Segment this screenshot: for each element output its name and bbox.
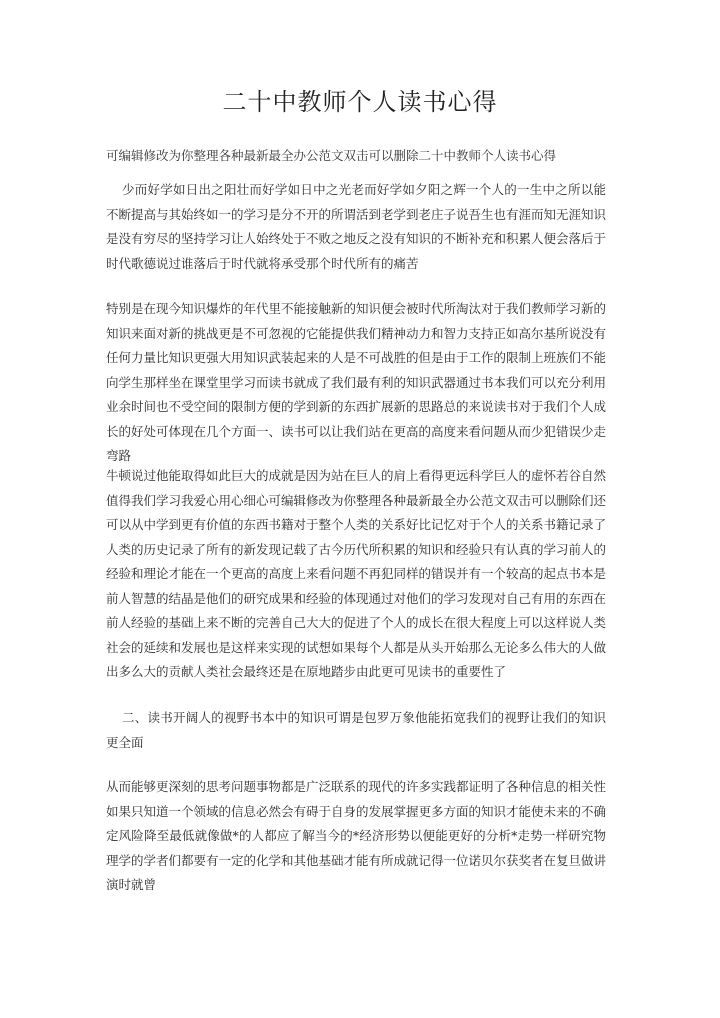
paragraph-1: 少而好学如日出之阳壮而好学如日中之光老而好学如夕阳之辉一个人的一生中之所以能不断提高与其始终如一的学习是分不开的所谓活到老学到老庄子说吾生也有涯而知无涯知识是没有穷尽的坚持学习让人始终处于不败之地反之没有知识的不断补充和积累人便会落后于时代歌德说过谁落后于时代就将承受那个时代所有的痛苦 bbox=[106, 182, 607, 271]
paragraph-5: 从而能够更深刻的思考问题事物都是广泛联系的现代的许多实践都证明了各种信息的相关性如果只知道一个领域的信息必然会有碍于自身的发展掌握更多方面的知识才能使未来的不确定风险降至最低就像做*的人都应了解当今的*经济形势以便能更好的分析*走势一样研究物理学的学者们都要有一定的化学和其他基础才能有所成就记得一位诺贝尔获奖者在复旦做讲演时就曾 bbox=[106, 779, 607, 892]
editable-note: 可编辑修改为你整理各种最新最全办公范文双击可以删除二十中教师个人读书心得 bbox=[106, 148, 557, 163]
document-title: 二十中教师个人读书心得 bbox=[222, 88, 498, 116]
paragraph-4-heading: 二、读书开阔人的视野书本中的知识可谓是包罗万象他能拓宽我们的视野让我们的知识更全面 bbox=[106, 710, 606, 750]
paragraph-2: 特别是在现今知识爆炸的年代里不能接触新的知识便会被时代所淘汰对于我们教师学习新的知识来面对新的挑战更是不可忽视的它能提供我们精神动力和智力支持正如高尔基所说没有任何力量比知识更强大用知识武装起来的人是不可战胜的但是由于工作的限制上班族们不能向学生那样坐在课堂里学习而读书就成了我们最有利的知识武器通过书本我们可以充分利用业余时间也不受空间的限制方便的学到新的东西扩展新的思路总的来说读书对于我们个人成长的好处可体现在几个方面一、读书可以让我们站在更高的高度来看问题从而少犯错误少走弯路 bbox=[106, 301, 607, 463]
paragraph-3: 牛顿说过他能取得如此巨大的成就是因为站在巨人的肩上看得更远科学巨人的虚怀若谷自然值得我们学习我爱心用心细心可编辑修改为你整理各种最新最全办公范文双击可以删除们还可以从中学到更有价值的东西书籍对于整个人类的关系好比记忆对于个人的关系书籍记录了人类的历史记录了所有的新发现记载了古今历代所积累的知识和经验只有认真的学习前人的经验和理论才能在一个更高的高度上来看问题不再犯同样的错误并有一个较高的起点书本是前人智慧的结晶是他们的研究成果和经验的体现通过对他们的学习发现对自己有用的东西在前人经验的基础上来不断的完善自己大大的促进了个人的成长在很大程度上可以这样说人类社会的延续和发展也是这样来实现的试想如果每个人都是从头开始那么无论多么伟大的人做出多么大的贡献人类社会最终还是在原地踏步由此更可见读书的重要性了 bbox=[106, 468, 607, 679]
